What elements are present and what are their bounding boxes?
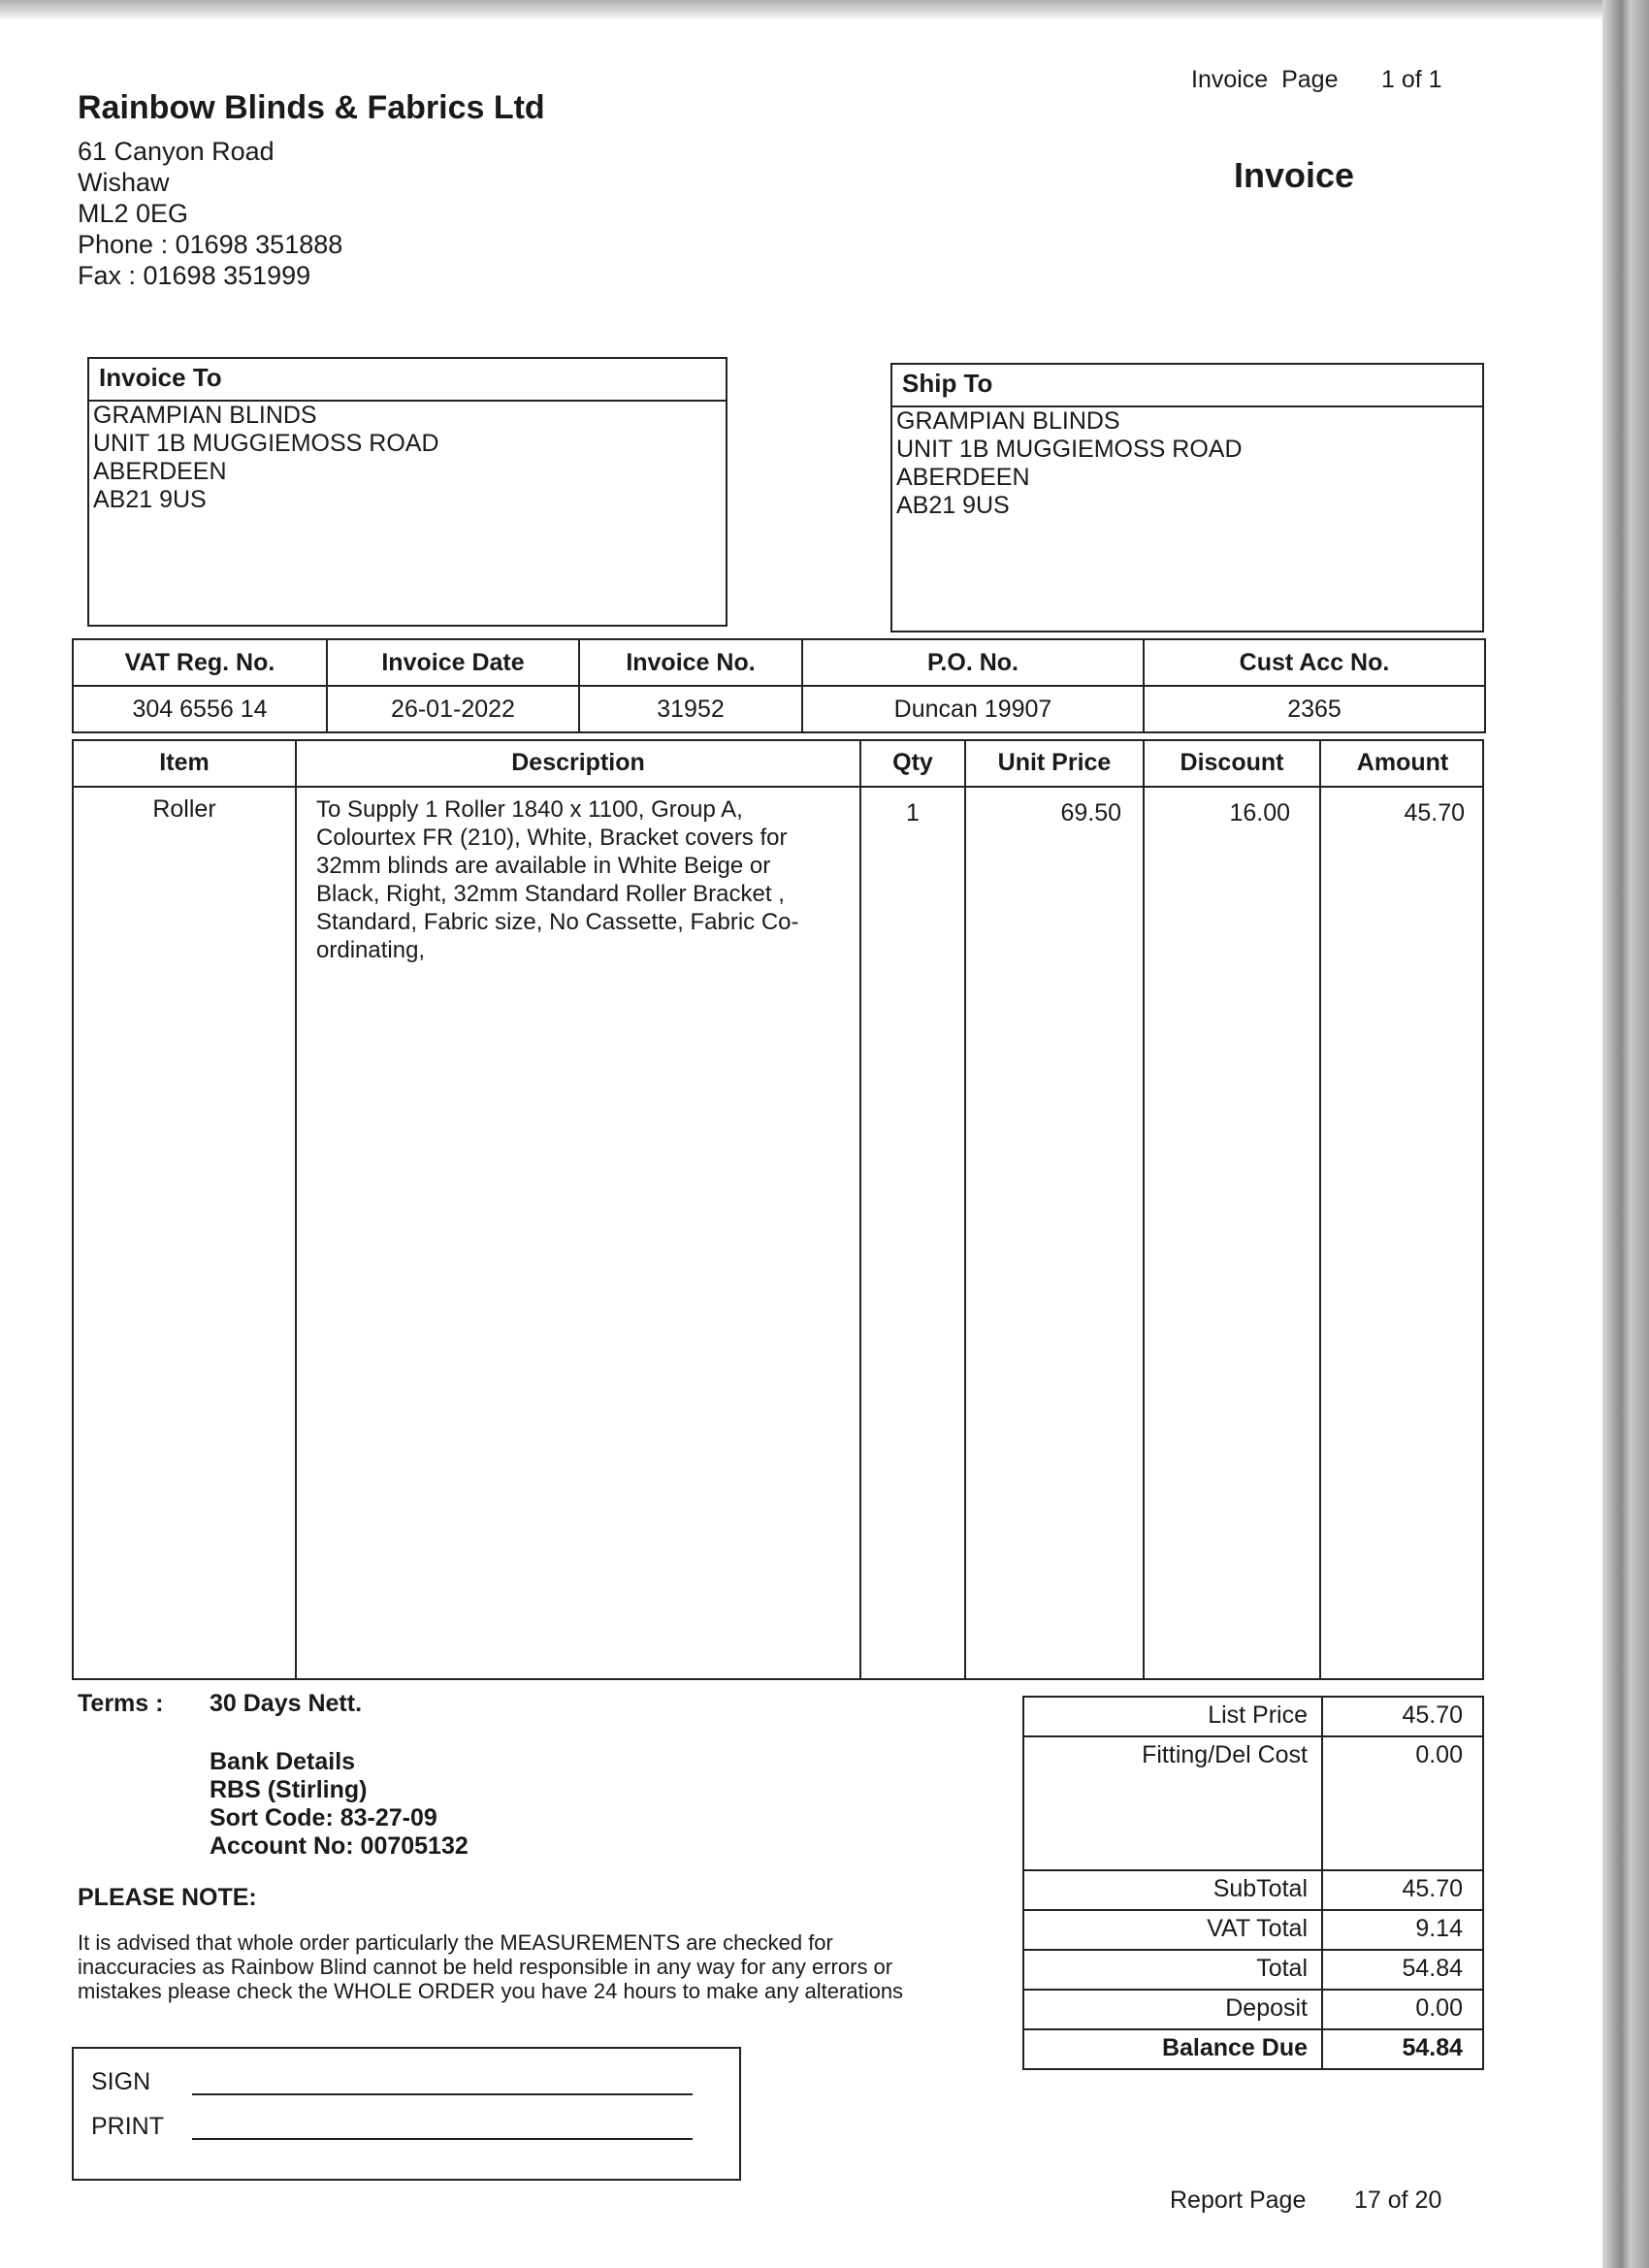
bank-name: RBS (Stirling) [210, 1776, 368, 1803]
company-fax: Fax : 01698 351999 [78, 261, 311, 290]
report-page-value: 17 of 20 [1354, 2187, 1442, 2214]
fitting-del-cost-value: 0.00 [1322, 1736, 1483, 1870]
fitting-del-cost-label: Fitting/Del Cost [1023, 1736, 1322, 1870]
company-address-line: Wishaw [78, 168, 170, 197]
invoice-to-line: GRAMPIAN BLINDS [93, 402, 317, 429]
ship-to-box [890, 363, 1484, 632]
invoice-date-header: Invoice Date [327, 639, 579, 686]
description-value [316, 795, 859, 964]
invoice-date-value: 26-01-2022 [327, 686, 579, 732]
note-line: inaccuracies as Rainbow Blind cannot be held responsible in any way for any errors or [78, 1955, 893, 1979]
cust-acc-header: Cust Acc No. [1144, 639, 1485, 686]
sort-code: Sort Code: 83-27-09 [210, 1804, 437, 1831]
note-line: mistakes please check the WHOLE ORDER you have 24 hours to make any alterations [78, 1979, 904, 2003]
item-value: Roller [152, 795, 216, 823]
invoice-to-line: AB21 9US [93, 486, 207, 513]
print-label: PRINT [91, 2113, 164, 2140]
discount-header: Discount [1180, 749, 1284, 776]
terms-label: Terms : [78, 1690, 164, 1717]
please-note-text [78, 1930, 989, 2003]
vat-total-label: VAT Total [1023, 1910, 1322, 1950]
company-address-line: ML2 0EG [78, 199, 189, 228]
list-price-value: 45.70 [1322, 1697, 1483, 1736]
company-name: Rainbow Blinds & Fabrics Ltd [78, 89, 545, 126]
invoice-to-heading: Invoice To [89, 359, 726, 402]
description-line: 32mm blinds are available in White Beige or [316, 853, 771, 879]
invoice-to-line: UNIT 1B MUGGIEMOSS ROAD [93, 430, 439, 457]
qty-header: Qty [892, 749, 933, 776]
description-header: Description [511, 749, 645, 776]
vat-total-value: 9.14 [1322, 1910, 1483, 1950]
item-header: Item [159, 749, 210, 776]
unit-price-value: 69.50 [1060, 799, 1121, 826]
vat-reg-header: VAT Reg. No. [73, 639, 327, 686]
deposit-label: Deposit [1023, 1990, 1322, 2029]
document-title: Invoice [1234, 155, 1355, 195]
sign-label: SIGN [91, 2068, 151, 2095]
totals-table [1022, 1696, 1484, 2070]
invoice-no-header: Invoice No. [579, 639, 802, 686]
unit-price-header: Unit Price [997, 749, 1112, 776]
column-divider [859, 741, 861, 1678]
invoice-to-box [87, 357, 728, 627]
balance-due-value: 54.84 [1322, 2029, 1483, 2069]
company-address-line: 61 Canyon Road [78, 137, 275, 166]
line-items-table [72, 739, 1484, 1680]
description-line: ordinating, [316, 937, 426, 963]
column-divider [295, 741, 297, 1678]
balance-due-label: Balance Due [1023, 2029, 1322, 2069]
signature-box [72, 2047, 741, 2181]
description-line: Black, Right, 32mm Standard Roller Bracket , [316, 881, 785, 907]
bank-details-heading: Bank Details [210, 1748, 356, 1775]
column-divider [1143, 741, 1145, 1678]
qty-value: 1 [906, 799, 920, 826]
invoice-to-line: ABERDEEN [93, 458, 227, 485]
amount-value: 45.70 [1404, 799, 1465, 826]
column-divider [1319, 741, 1321, 1678]
ship-to-line: GRAMPIAN BLINDS [896, 407, 1120, 435]
invoice-meta-table [72, 638, 1486, 733]
subtotal-label: SubTotal [1023, 1870, 1322, 1910]
ship-to-line: UNIT 1B MUGGIEMOSS ROAD [896, 436, 1243, 463]
ship-to-heading: Ship To [892, 365, 1482, 407]
po-no-header: P.O. No. [802, 639, 1144, 686]
total-label: Total [1023, 1950, 1322, 1990]
ship-to-line: ABERDEEN [896, 464, 1030, 491]
invoice-page-label: Invoice Page [1191, 66, 1339, 93]
report-page-label: Report Page [1170, 2187, 1307, 2214]
terms-value: 30 Days Nett. [210, 1690, 363, 1717]
account-number: Account No: 00705132 [210, 1832, 469, 1860]
invoice-page-value: 1 of 1 [1381, 66, 1442, 93]
cust-acc-value: 2365 [1144, 686, 1485, 732]
scan-edge-right [1602, 0, 1649, 2268]
please-note-heading: PLEASE NOTE: [78, 1884, 257, 1911]
po-no-value: Duncan 19907 [802, 686, 1144, 732]
discount-value: 16.00 [1229, 799, 1290, 826]
description-line: To Supply 1 Roller 1840 x 1100, Group A, [316, 796, 743, 823]
header-divider [74, 786, 1482, 788]
amount-header: Amount [1356, 749, 1449, 776]
vat-reg-value: 304 6556 14 [73, 686, 327, 732]
list-price-label: List Price [1023, 1697, 1322, 1736]
column-divider [964, 741, 966, 1678]
note-line: It is advised that whole order particularly the MEASUREMENTS are checked for [78, 1930, 833, 1955]
description-line: Standard, Fabric size, No Cassette, Fabric Co- [316, 909, 799, 935]
deposit-value: 0.00 [1322, 1990, 1483, 2029]
ship-to-line: AB21 9US [896, 492, 1010, 519]
print-line[interactable] [192, 2138, 693, 2140]
scan-edge-top [0, 0, 1649, 21]
invoice-no-value: 31952 [579, 686, 802, 732]
subtotal-value: 45.70 [1322, 1870, 1483, 1910]
sign-line[interactable] [192, 2093, 693, 2095]
company-phone: Phone : 01698 351888 [78, 230, 343, 259]
description-line: Colourtex FR (210), White, Bracket covers for [316, 825, 788, 851]
total-value: 54.84 [1322, 1950, 1483, 1990]
